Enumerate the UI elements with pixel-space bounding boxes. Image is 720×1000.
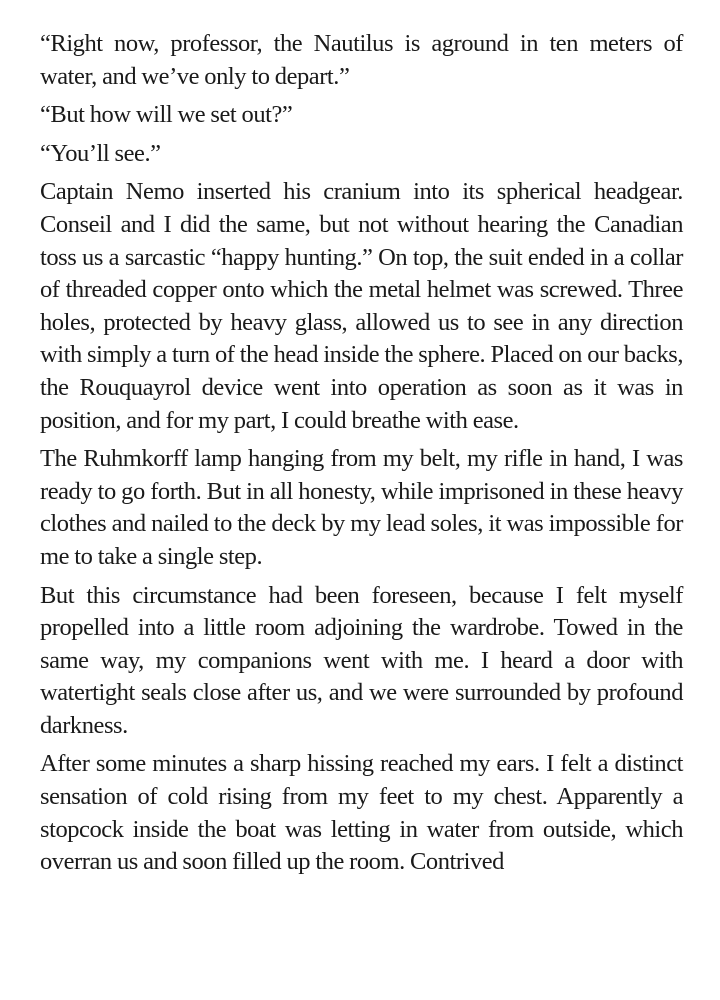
paragraph-little-room: But this circumstance had been foreseen, because I felt myself propelled into a little room adjoining the wardrobe. Towed in the same way, my companions went with me. I heard a door with watertight seals close after us, and we were surrounded by profound darkness.: [40, 581, 683, 739]
paragraph-dialogue-right-now: “Right now, professor, the Nautilus is aground in ten meters of water, and we’ve only to depart.”: [40, 30, 683, 90]
paragraph-dialogue-youll-see: “You’ll see.”: [40, 139, 161, 167]
book-page-text: [40, 28, 683, 885]
paragraph-dialogue-how-set-out: “But how will we set out?”: [40, 101, 293, 129]
paragraph-lamp-and-rifle: The Ruhmkorff lamp hanging from my belt, my rifle in hand, I was ready to go forth. But in all honesty, while imprisoned in these heavy clothes and nailed to the deck by my lead soles, it was impossible for me to take a single step.: [40, 445, 683, 570]
paragraph-helmet-description: Captain Nemo inserted his cranium into its spherical headgear. Conseil and I did the same, but not without hearing the Canadian toss us a sarcastic “happy hunting.” On top, the suit ended in a collar of threaded copper onto which the metal helmet was screwed. Three holes, protected by heavy glass, allowed us to see in any direction with simply a turn of the head inside the sphere. Placed on our backs, the Rouquayrol device went into operation as soon as it was in position, and for my part, I could breathe with ease.: [40, 178, 684, 434]
paragraph-hissing-water: After some minutes a sharp hissing reached my ears. I felt a distinct sensation of cold rising from my feet to my chest. Apparently a stopcock inside the boat was letting in water from outside, which overran us and soon filled up the room. Contrived: [40, 750, 683, 876]
